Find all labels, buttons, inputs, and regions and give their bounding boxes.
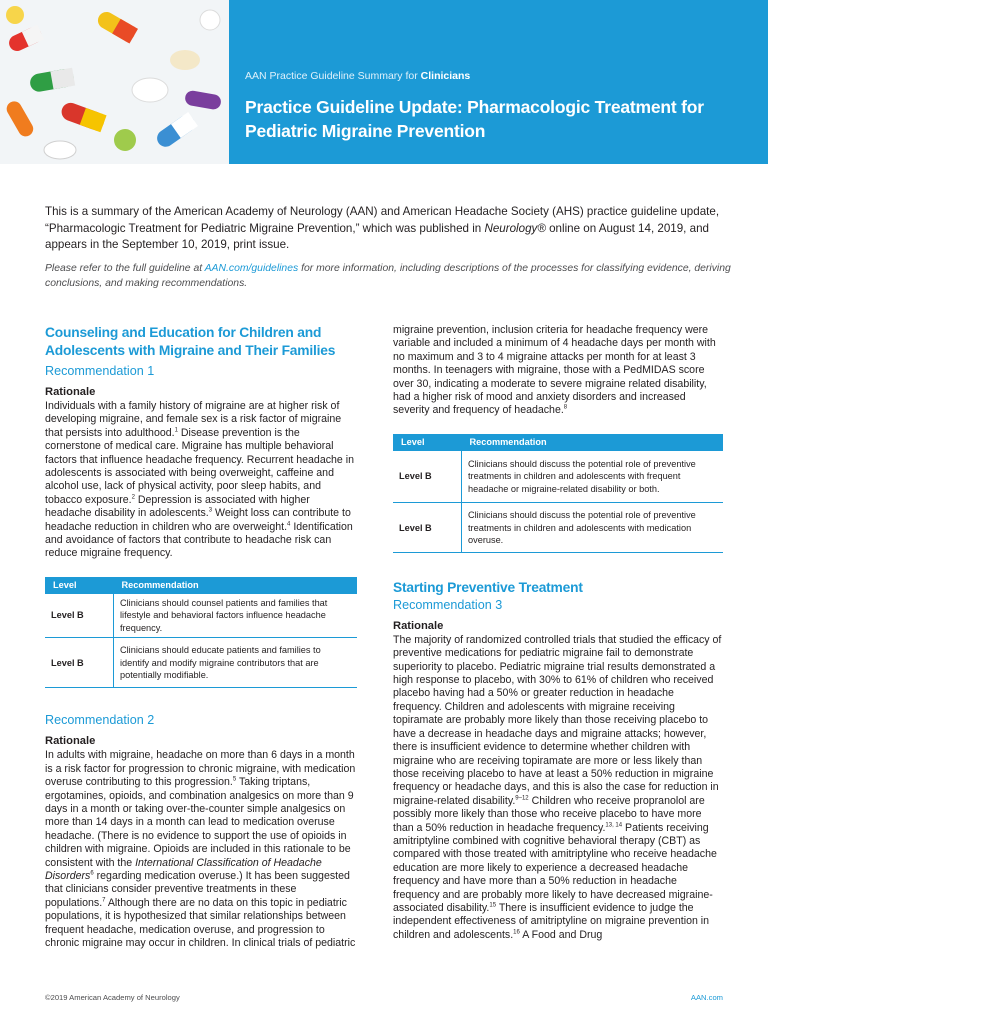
citation: 9–12 <box>515 795 529 802</box>
level-cell: Level B <box>45 594 114 638</box>
level-header: Level <box>45 577 114 594</box>
text-run: Identification and avoidance of factors that contribute to headache risk can reduce migraine frequency. <box>45 520 353 560</box>
title-banner <box>229 0 954 164</box>
logo-text-main: NEUROLOGY. <box>850 50 954 67</box>
rationale-label-2: Rationale <box>45 735 96 748</box>
citation: 2 <box>131 494 135 501</box>
intro-part1: This is a summary of the American Academy of Neurology (AAN) and American Headache Society (AHS) practice guideline update, “Pharmacologic Treatment for Pediatric Migraine Prevention,” which was published in <box>45 205 720 235</box>
recommendation-header: Recommendation <box>114 577 358 594</box>
level-cell: Level B <box>45 638 114 688</box>
table-header-row <box>45 577 357 594</box>
section1-heading: Counseling and Education for Children and Adolescents with Migraine and Their Families <box>45 325 336 358</box>
rec3-rationale <box>393 634 723 942</box>
kicker-prefix: AAN Practice Guideline Summary for <box>245 70 421 82</box>
text-run: Taking triptans, ergotamines, opioids, and combination analgesics on more than 9 days in a month or taking over-the-counter simple analgesics on more than 14 days in a month can lead to medication overuse headache. (There is no evidence to support the use of opioids in children with migraine. Opioids are included in this rationale to be consistent with the <box>45 776 354 869</box>
rec1-label: Recommendation 1 <box>45 364 155 378</box>
intro-journal: Neurology® <box>484 221 546 235</box>
table-row <box>45 594 357 638</box>
left-column <box>45 324 357 950</box>
pills-image <box>0 0 229 164</box>
citation: 4 <box>287 521 291 528</box>
rationale-label-1: Rationale <box>45 386 96 398</box>
recommendation-table-2 <box>393 434 723 554</box>
rationale-label-3: Rationale <box>393 619 444 632</box>
citation: 3 <box>208 507 213 514</box>
level-cell: Level B <box>393 503 462 553</box>
rec2-label: Recommendation 2 <box>45 713 155 728</box>
text-run: Depression is associated with higher headache disability in adolescents. <box>45 493 310 520</box>
citation: 1 <box>174 427 178 434</box>
text-run: Patients receiving amitriptyline combined with cognitive behavioral therapy (CBT) as compared with those treated with amitriptyline who receive headache education are more likely to experience a decreased headache frequency and have more than a 50% reduction in headache frequency and are probably more likely to have decreased migraine-associated disability. <box>393 821 717 914</box>
citation: 16 <box>513 929 520 936</box>
note-suffix: for more information, including descriptions of the processes for classifying evidence, deriving conclusions, and making recommendations. <box>45 263 731 289</box>
icd-title: International Classification of Headache Disorders <box>45 856 322 883</box>
note-prefix: Please refer to the full guideline at <box>45 263 205 274</box>
citation: 8 <box>563 404 568 411</box>
aan-logo[interactable] <box>822 30 992 80</box>
recommendation-cell: Clinicians should counsel patients and families that lifestyle and behavioral factors influence headache frequency. <box>114 594 358 638</box>
text-run: The majority of randomized controlled trials that studied the efficacy of preventive medications for pediatric migraine fail to demonstrate superiority to placebo. Pediatric migraine trial results demonstrated a high response to placebo, with 30% to 61% of children who received placebo having had a 50% or greater reduction in headache frequency. Children and adolescents with migraine receiving topiramate are probably more likely than those receiving placebo to have a decrease in headache days and migraine attacks; however, there is insufficient evidence to determine whether children with migraine who are receiving topiramate are more or less likely than those receiving placebo to have at least a 50% reduction in migraine frequency or headache days, and this is also the case for reduction in migraine-related disability. <box>393 633 722 807</box>
guideline-note <box>45 262 735 291</box>
recommendation-cell: Clinicians should discuss the potential role of preventive treatments in children and adolescents with frequent headache or migraine-related disability or both. <box>462 451 724 503</box>
citation: 15 <box>489 902 497 909</box>
footer-copyright: ©2019 American Academy of Neurology <box>45 993 180 1002</box>
text-run: Although there are no data on this topic in pediatric populations, it is hypothesized that similar relationships between frequent headache, medication overuse, and progression to chronic migraine may occur in children. In clinical trials of pediatric <box>45 896 356 950</box>
recommendation-table-1 <box>45 577 357 689</box>
recommendation-header: Recommendation <box>462 434 724 451</box>
table-header-row <box>393 434 723 451</box>
logo-star-icon <box>822 26 850 54</box>
level-header: Level <box>393 434 462 451</box>
section2-heading: Starting Preventive Treatment <box>393 580 583 596</box>
table-row <box>393 451 723 503</box>
recommendation-cell: Clinicians should educate patients and families to identify and modify migraine contributors that are potentially modifiable. <box>114 638 358 688</box>
recommendation-cell: Clinicians should discuss the potential role of preventive treatments in children and adolescents with medication overuse. <box>462 503 724 553</box>
rec3-label: Recommendation 3 <box>393 597 503 612</box>
text-run: migraine prevention, inclusion criteria for headache frequency were variable and included a minimum of 4 headache days per month with no maximum and 3 to 4 migraine attacks per month for at least 3 months. In teenagers with migraine, those with a PedMIDAS score over 30, indicating a moderate to severe migraine related disability, had a higher risk of mood and anxiety disorders and increased severity and frequency of headache. <box>393 324 716 417</box>
table-row <box>393 503 723 553</box>
page-title: Practice Guideline Update: Pharmacologic Treatment for Pediatric Migraine Prevention <box>245 97 704 141</box>
text-run: Individuals with a family history of migraine are at higher risk of developing migraine, and female sex is a risk factor of migraine that persists into adulthood. <box>45 400 342 439</box>
level-cell: Level B <box>393 451 462 503</box>
citation: 6 <box>90 870 94 877</box>
logo-text-top: AMERICAN ACADEMY OF <box>850 42 948 51</box>
right-column <box>393 324 723 942</box>
text-run: There is insufficient evidence to judge the independent effectiveness of amitriptyline on migraine prevention in children and adolescents. <box>393 901 710 941</box>
rec1-rationale <box>45 400 357 561</box>
page-header <box>0 0 954 164</box>
rec2-rationale <box>45 749 357 950</box>
citation: 13, 14 <box>605 822 623 828</box>
text-run: A Food and Drug <box>519 928 603 941</box>
text-run: In adults with migraine, headache on more than 6 days in a month is a risk factor for progression to chronic migraine, with medication overuse contributing to this progression. <box>45 749 356 789</box>
banner-kicker <box>245 70 470 82</box>
continued-rationale <box>393 324 723 418</box>
citation: 5 <box>232 776 237 783</box>
pills-photo <box>0 0 229 164</box>
intro-part2: online on August 14, 2019, and appears in the September 10, 2019, print issue. <box>45 221 709 251</box>
table-row <box>45 638 357 688</box>
text-run: Disease prevention is the cornerstone of medical care. Migraine has multiple behavioral factors that influence headache frequency. Recurrent headache in adolescents is associated with being overweight, caffeine and alcohol use, lack of physical activity, poor sleep habits, and tobacco exposure. <box>45 426 354 506</box>
guidelines-link[interactable]: AAN.com/guidelines <box>204 263 299 274</box>
kicker-emphasis: Clinicians <box>420 70 471 82</box>
citation: 7 <box>102 897 106 904</box>
text-run: Weight loss can contribute to headache reduction in children who are overweight. <box>45 507 351 533</box>
text-run: regarding medication overuse.) It has been suggested that clinicians consider preventive treatments in these populations. <box>45 870 350 909</box>
footer-link[interactable]: AAN.com <box>690 993 723 1002</box>
text-run: Children who receive propranolol are possibly more likely than those who receive placebo to have more than a 50% reduction in headache frequency. <box>393 794 705 834</box>
intro-paragraph <box>45 204 725 254</box>
